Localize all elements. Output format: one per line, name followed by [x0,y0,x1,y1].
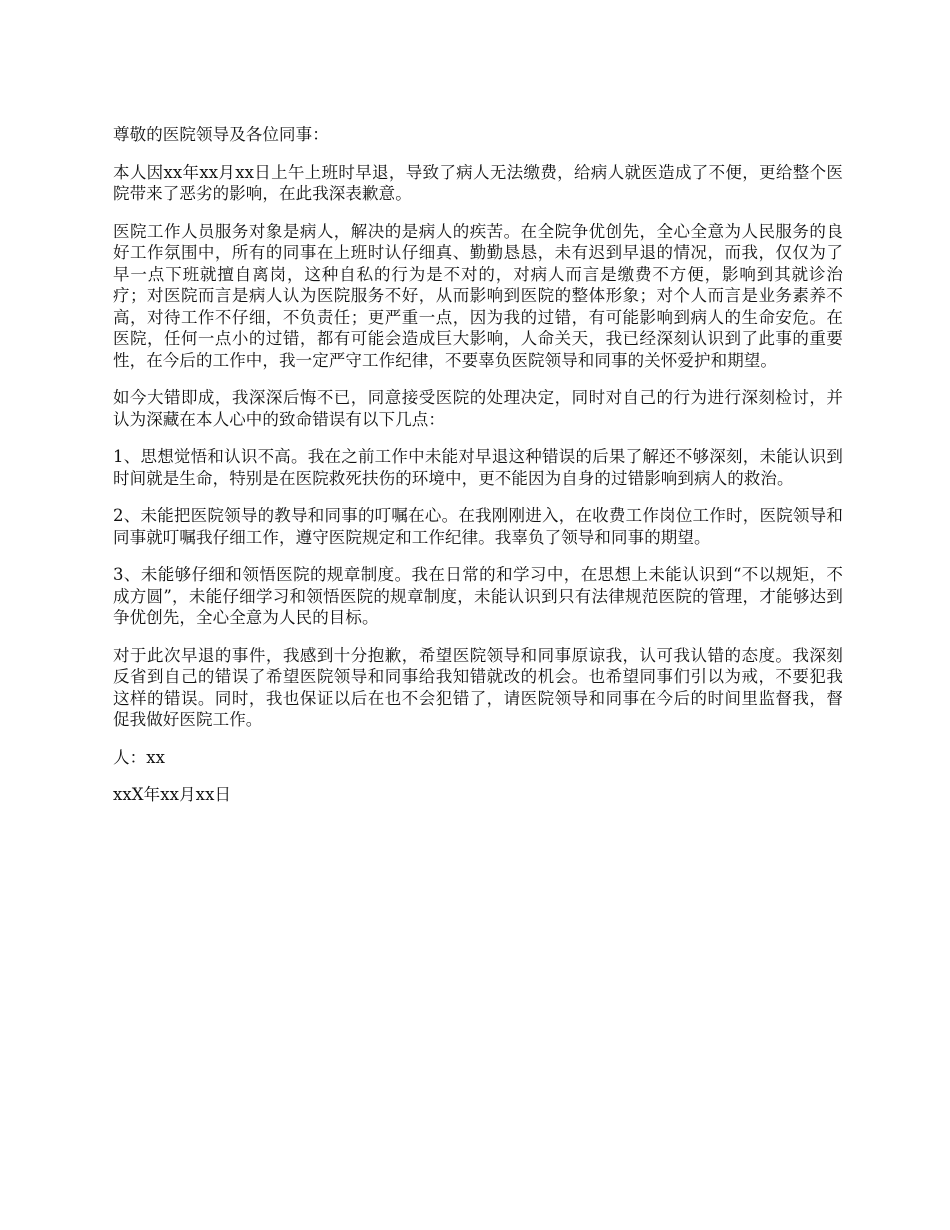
date-line: xxX年xx月xx日 [113,785,232,804]
signer-line: 人：xx [113,747,166,767]
paragraph-2: 医院工作人员服务对象是病人，解决的是病人的疾苦。在全院争优创先，全心全意为人民服务的良好工作氛围中，所有的同事在上班时认仔细真、勤勤恳恳，未有迟到早退的情况，而我，仅仅为了早一点下班就擅自离岗，这种自私的行为是不对的，对病人而言是缴费不方便，影响到其就诊治疗；对医院而言是病人认为医院服务不好，从而影响到医院的整体形象；对个人而言是业务素养不高，对待工作不仔细，不负责任；更严重一点，因为我的过错，有可能影响到病人的生命安危。在医院，任何一点小的过错，都有可能会造成巨大影响，人命关天，我已经深刻认识到了此事的重要性，在今后的工作中，我一定严守工作纪律，不要辜负医院领导和同事的关怀爱护和期望。 [113,221,843,370]
point-3: 3、未能够仔细和领悟医院的规章制度。我在日常的和学习中，在思想上未能认识到“不以规矩，不成方圆”，未能仔细学习和领悟医院的规章制度，未能认识到只有法律规范医院的管理，才能够达到争优创先，全心全意为人民的目标。 [113,565,843,627]
closing-paragraph: 对于此次早退的事件，我感到十分抱歉，希望医院领导和同事原谅我，认可我认错的态度。我深刻反省到自己的错误了希望医院领导和同事给我知错就改的机会。也希望同事们引以为戒，不要犯我这样的错误。同时，我也保证以后在也不会犯错了，请医院领导和同事在今后的时间里监督我，督促我做好医院工作。 [113,645,843,729]
point-2: 2、未能把医院领导的教导和同事的叮嘱在心。在我刚刚进入，在收费工作岗位工作时，医院领导和同事就叮嘱我仔细工作，遵守医院规定和工作纪律。我辜负了领导和同事的期望。 [113,506,843,547]
document-page [113,124,843,822]
paragraph-1: 本人因xx年xx月xx日上午上班时早退，导致了病人无法缴费，给病人就医造成了不便，更给整个医院带来了恶劣的影响，在此我深表歉意。 [113,162,843,203]
point-1: 1、思想觉悟和认识不高。我在之前工作中未能对早退这种错误的后果了解还不够深刻，未能认识到时间就是生命，特别是在医院救死扶伤的环境中，更不能因为自身的过错影响到病人的救治。 [113,447,843,488]
greeting-line: 尊敬的医院领导及各位同事： [113,125,329,144]
paragraph-3: 如今大错即成，我深深后悔不已，同意接受医院的处理决定，同时对自己的行为进行深刻检讨，并认为深藏在本人心中的致命错误有以下几点： [113,388,843,429]
